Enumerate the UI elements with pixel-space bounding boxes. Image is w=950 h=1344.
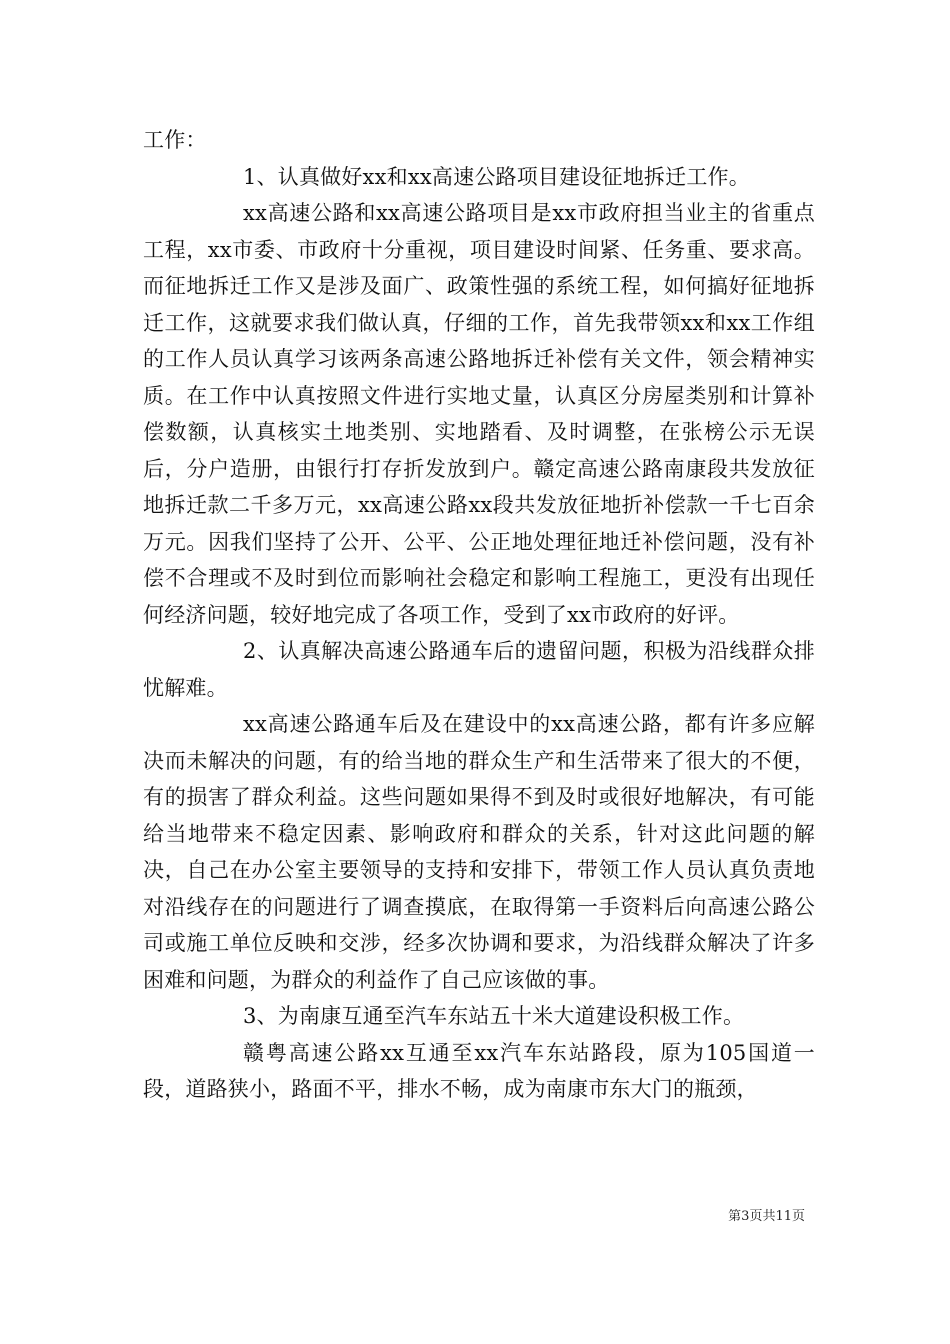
- page-number-footer: 第3页共11页: [728, 1209, 805, 1224]
- section-heading-3: 3、为南康互通至汽车东站五十米大道建设积极工作。: [243, 1004, 745, 1028]
- paragraph-continuation: 工作：: [143, 128, 207, 152]
- paragraph-remaining-issues: xx高速公路通车后及在建设中的xx高速公路，都有许多应解决而未解决的问题，有的给当地的群众生产和生活带来了很大的不便，有的损害了群众利益。这些问题如果得不到及时或很好地解决，有可能给当地带来不稳定因素、影响政府和群众的关系，针对这此问题的解决，自己在办公室主要领导的支持和安排下，带领工作人员认真负责地对沿线存在的问题进行了调查摸底，在取得第一手资料后向高速公路公司或施工单位反映和交涉，经多次协调和要求，为沿线群众解决了许多困难和问题，为群众的利益作了自己应该做的事。: [143, 712, 815, 992]
- document-body: [143, 122, 815, 1108]
- section-heading-1: 1、认真做好xx和xx高速公路项目建设征地拆迁工作。: [243, 164, 750, 189]
- paragraph-avenue-construction: 赣粤高速公路xx互通至xx汽车东站路段，原为105国道一段，道路狭小，路面不平，排水不畅，成为南康市东大门的瓶颈，: [143, 1040, 815, 1101]
- paragraph-land-acquisition: xx高速公路和xx高速公路项目是xx市政府担当业主的省重点工程，xx市委、市政府十分重视，项目建设时间紧、任务重、要求高。而征地拆迁工作又是涉及面广、政策性强的系统工程，如何搞好征地拆迁工作，这就要求我们做认真，仔细的工作，首先我带领xx和xx工作组的工作人员认真学习该两条高速公路地拆迁补偿有关文件，领会精神实质。在工作中认真按照文件进行实地丈量，认真区分房屋类别和计算补偿数额，认真核实土地类别、实地踏看、及时调整，在张榜公示无误后，分户造册，由银行打存折发放到户。赣定高速公路南康段共发放征地拆迁款二千多万元，xx高速公路xx段共发放征地折补偿款一千七百余万元。因我们坚持了公开、公平、公正地处理征地迁补偿问题，没有补偿不合理或不及时到位而影响社会稳定和影响工程施工，更没有出现任何经济问题，较好地完成了各项工作，受到了xx市政府的好评。: [143, 201, 815, 627]
- section-heading-2: 2、认真解决高速公路通车后的遗留问题，积极为沿线群众排忧解难。: [143, 639, 815, 700]
